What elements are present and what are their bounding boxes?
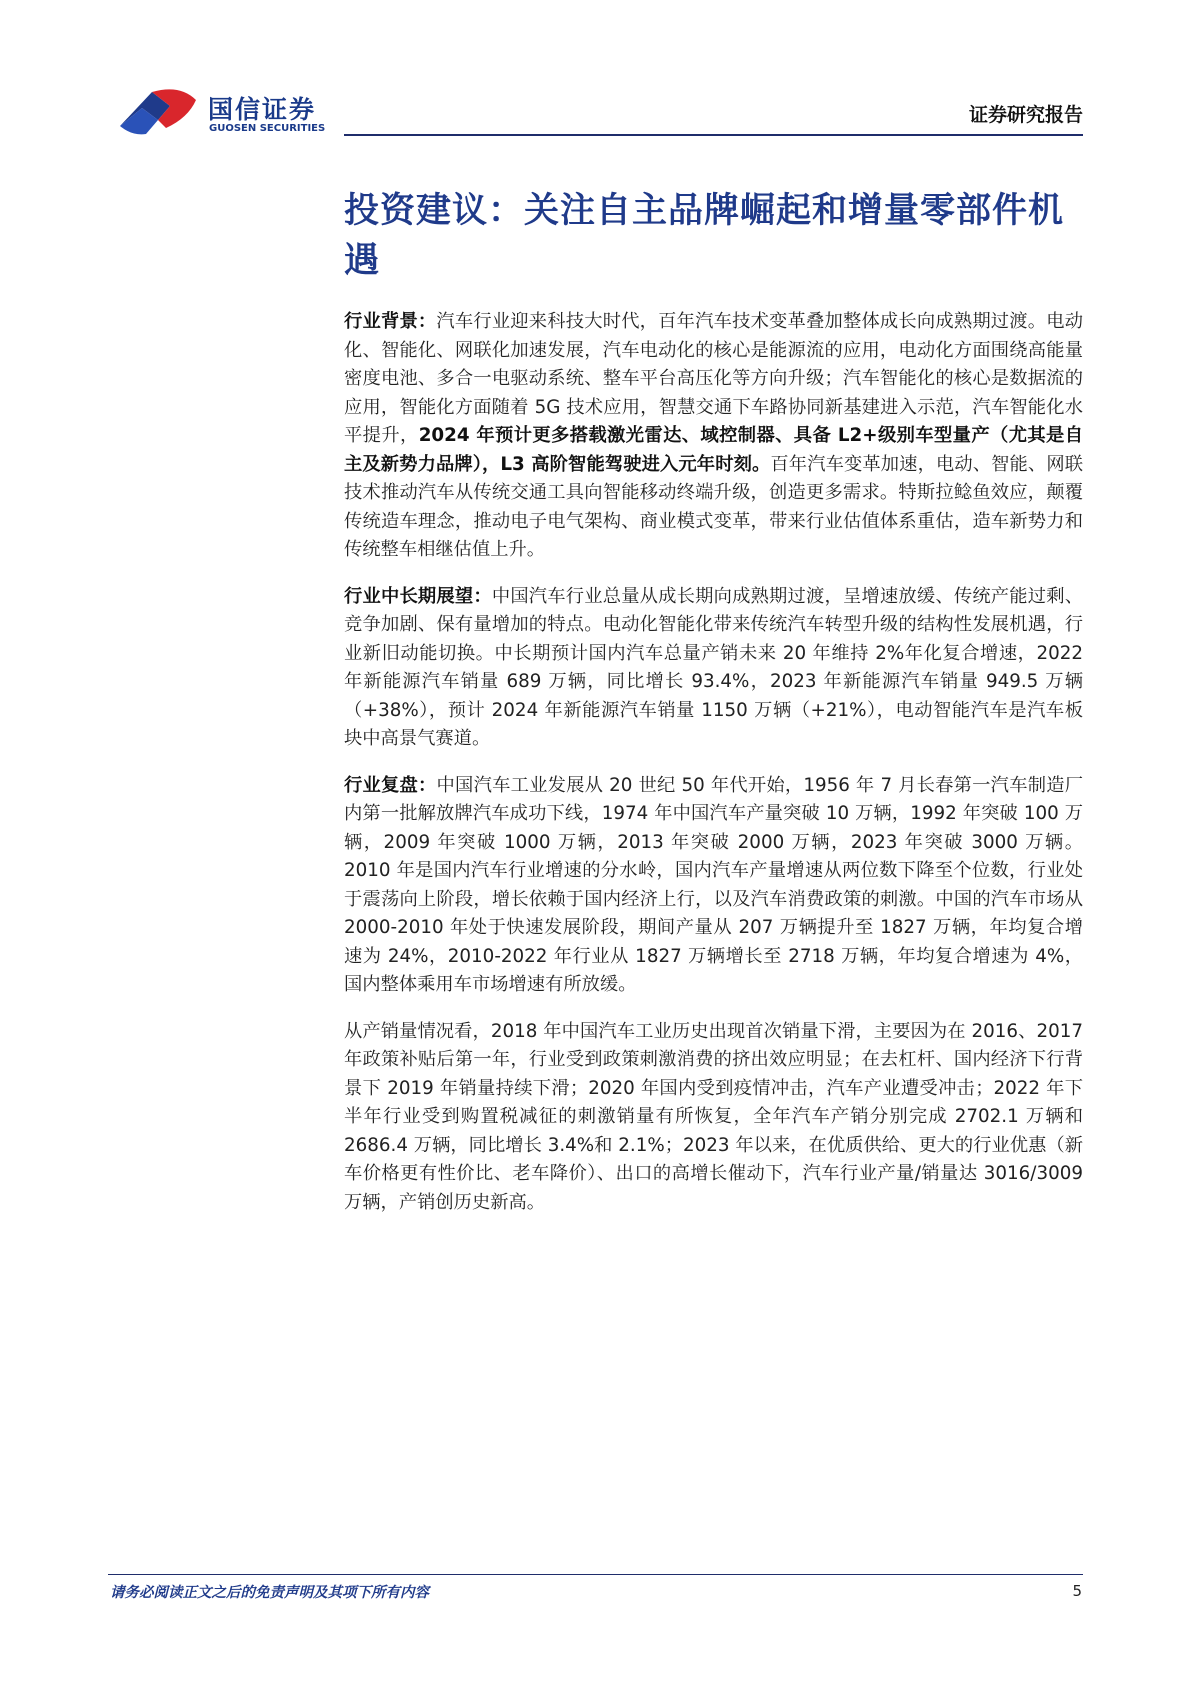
paragraph-text: 中国汽车行业总量从成长期向成熟期过渡，呈增速放缓、传统产能过剩、竞争加剧、保有量增加的特点。电动化智能化带来传统汽车转型升级的结构性发展机遇，行业新旧动能切换。中长期预计国内汽车总量产销未来 20 年维持 2%年化复合增速，2022 年新能源汽车销量 689 万辆，同比增长 93.4%，2023 年新能源汽车销量 949.5 万辆（+38%），预计 2024 年新能源汽车销量 1150 万辆（+21%），电动智能汽车是汽车板块中高景气赛道。	[344, 585, 1084, 749]
guosen-logo-mark-icon	[118, 86, 200, 142]
paragraph-label: 行业中长期展望：	[344, 585, 492, 607]
header-divider	[344, 134, 1083, 136]
paragraph-industry-review	[344, 772, 1083, 1000]
paragraph-bold-text: 2024 年预计更多搭载激光雷达、域控制器、具备 L2+级别车型量产（尤其是自主及新势力品牌），L3 高阶智能驾驶进入元年时刻。	[344, 425, 1084, 475]
paragraph-label: 行业复盘：	[344, 774, 437, 796]
main-content	[344, 186, 1083, 1235]
paragraph-text: 中国汽车工业发展从 20 世纪 50 年代开始，1956 年 7 月长春第一汽车制造厂内第一批解放牌汽车成功下线，1974 年中国汽车产量突破 10 万辆，1992 年突破 100 万辆，2009 年突破 1000 万辆，2013 年突破 2000 万辆，2023 年突破 3000 万辆。2010 年是国内汽车行业增速的分水岭，国内汽车产量增速从两位数下降至个位数，行业处于震荡向上阶段，增长依赖于国内经济上行，以及汽车消费政策的刺激。中国的汽车市场从 2000-2010 年处于快速发展阶段，期间产量从 207 万辆提升至 1827 万辆，年均复合增速为 24%，2010-2022 年行业从 1827 万辆增长至 2718 万辆，年均复合增速为 4%，国内整体乘用车市场增速有所放缓。	[344, 774, 1084, 995]
paragraph-long-term-outlook	[344, 583, 1083, 754]
guosen-logo	[118, 86, 328, 142]
paragraph-text: 汽车行业迎来科技大时代，百年汽车技术变革叠加整体成长向成熟期过渡。电动化、智能化、网联化加速发展，汽车电动化的核心是能源流的应用，电动化方面围绕高能量密度电池、多合一电驱动系统、整车平台高压化等方向升级；汽车智能化的核心是数据流的应用，智能化方面随着 5G 技术应用，智慧交通下车路协同新基建进入示范，汽车智能化水平提升，	[344, 311, 1084, 446]
logo-text-cn: 国信证券	[208, 95, 317, 124]
paragraph-sales-analysis	[344, 1018, 1083, 1218]
report-type-label: 证券研究报告	[968, 104, 1083, 126]
page-number: 5	[1072, 1582, 1082, 1600]
footer-disclaimer: 请务必阅读正文之后的免责声明及其项下所有内容	[110, 1585, 429, 1601]
paragraph-industry-background	[344, 308, 1083, 565]
paragraph-text: 百年汽车变革加速，电动、智能、网联技术推动汽车从传统交通工具向智能移动终端升级，创造更多需求。特斯拉鲶鱼效应，颠覆传统造车理念，推动电子电气架构、商业模式变革，带来行业估值体系重估，造车新势力和传统整车相继估值上升。	[344, 453, 1084, 560]
paragraph-label: 行业背景：	[344, 311, 437, 332]
paragraph-text: 从产销量情况看，2018 年中国汽车工业历史出现首次销量下滑，主要因为在 2016、2017 年政策补贴后第一年，行业受到政策刺激消费的挤出效应明显；在去杠杆、国内经济下行背景下 2019 年销量持续下滑；2020 年国内受到疫情冲击，汽车产业遭受冲击；2022 年下半年行业受到购置税减征的刺激销量有所恢复，全年汽车产销分别完成 2702.1 万辆和 2686.4 万辆，同比增长 3.4%和 2.1%；2023 年以来，在优质供给、更大的行业优惠（新车价格更有性价比、老车降价）、出口的高增长催动下，汽车行业产量/销量达 3016/3009 万辆，产销创历史新高。	[344, 1020, 1083, 1213]
section-title: 投资建议：关注自主品牌崛起和增量零部件机遇	[344, 191, 1065, 281]
logo-text-en: GUOSEN SECURITIES	[209, 123, 326, 134]
footer-divider	[108, 1574, 1083, 1575]
